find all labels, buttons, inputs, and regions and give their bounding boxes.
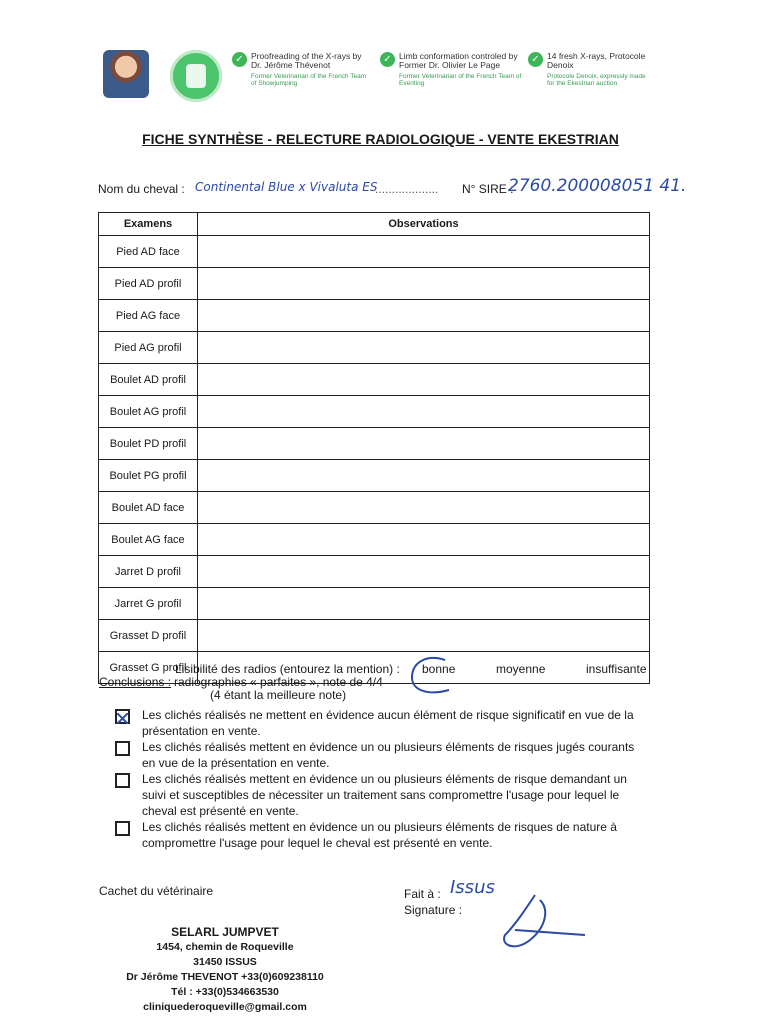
option-bonne: bonne: [422, 662, 456, 676]
check-x-icon: [117, 713, 128, 724]
exam-name: Boulet PG profil: [99, 460, 198, 492]
conclusion-text: présentation en vente.: [142, 724, 261, 738]
badge-subtext: Protocole Denoix, expressly made for the Ekestrian auction: [547, 73, 646, 87]
table-row: [99, 396, 650, 428]
exam-name: Boulet AG profil: [99, 396, 198, 428]
badge-text: Limb conformation controled by Former Dr. Olivier Le Page: [399, 51, 518, 70]
lisibilite-note: radiographies « parfaites », note de 4/4: [174, 675, 383, 689]
exam-name: Grasset D profil: [99, 620, 198, 652]
vet-stamp: [100, 925, 350, 1015]
table-row: [99, 300, 650, 332]
table-row: [99, 460, 650, 492]
exam-name: Boulet AD profil: [99, 364, 198, 396]
observation-cell: [198, 556, 650, 588]
badge-proofreading: [232, 52, 372, 87]
badge-xrays: [528, 52, 653, 87]
observation-cell: [198, 620, 650, 652]
table-row: [99, 524, 650, 556]
table-row: [99, 332, 650, 364]
sire-label: N° SIRE :: [462, 182, 514, 196]
table-row: [99, 268, 650, 300]
check-icon: ✓: [380, 52, 395, 67]
badge-text: 14 fresh X-rays, Protocole Denoix: [547, 51, 646, 70]
observation-cell: [198, 364, 650, 396]
observation-cell: [198, 588, 650, 620]
cachet-label: Cachet du vétérinaire: [99, 884, 214, 898]
certification-seal: [170, 50, 222, 102]
exam-name: Pied AD face: [99, 236, 198, 268]
col-header-examens: Examens: [99, 213, 198, 236]
lisibilite-note-detail: (4 étant la meilleure note): [210, 688, 347, 702]
observation-cell: [198, 300, 650, 332]
observation-cell: [198, 492, 650, 524]
exam-name: Grasset G profil: [99, 652, 198, 684]
table-row: [99, 620, 650, 652]
conclusion-text: suivi et susceptibles de nécessiter un traitement sans compromettre l'usage pour lequel le: [142, 788, 620, 802]
exam-name: Boulet AG face: [99, 524, 198, 556]
stamp-address: 1454, chemin de Roqueville: [156, 941, 294, 953]
stamp-doctor: Dr Jérôme THEVENOT +33(0)609238110: [126, 971, 324, 983]
fait-label: Fait à :: [404, 887, 441, 901]
observation-cell: [198, 236, 650, 268]
table-row: [99, 556, 650, 588]
conclusions-label: Conclusions :: [99, 675, 172, 689]
conclusion-text: Les clichés réalisés mettent en évidence un ou plusieurs éléments de risques jugés courants: [142, 740, 635, 754]
conclusion-checkbox[interactable]: [115, 741, 130, 756]
conclusion-text: cheval est présenté en vente.: [142, 804, 299, 818]
conclusion-text: Les clichés réalisés mettent en évidence un ou plusieurs éléments de risque demandant un: [142, 772, 627, 786]
horse-name-label: Nom du cheval :: [98, 182, 185, 196]
page-title: FICHE SYNTHÈSE - RELECTURE RADIOLOGIQUE - VENTE EKESTRIAN: [142, 131, 619, 147]
option-moyenne: moyenne: [496, 662, 546, 676]
conclusion-checkbox[interactable]: [115, 773, 130, 788]
conclusion-text: Les clichés réalisés mettent en évidence un ou plusieurs éléments de risques de nature à: [142, 820, 617, 834]
table-row: [99, 428, 650, 460]
exam-name: Pied AD profil: [99, 268, 198, 300]
conclusion-text: Les clichés réalisés ne mettent en évidence aucun élément de risque significatif en vue de la: [142, 708, 634, 722]
conclusion-checkbox[interactable]: [115, 821, 130, 836]
check-icon: ✓: [232, 52, 247, 67]
observation-cell: [198, 460, 650, 492]
option-insuffisante: insuffisante: [586, 662, 647, 676]
badge-subtext: Former Veterinarian of the French Team of Showjumping: [251, 73, 367, 87]
signature-mark: [495, 890, 595, 960]
badge-limb: [380, 52, 525, 87]
exam-name: Pied AG face: [99, 300, 198, 332]
exam-name: Pied AG profil: [99, 332, 198, 364]
stamp-phone: Tél : +33(0)534663530: [171, 986, 279, 998]
conclusion-text: en vue de la présentation en vente.: [142, 756, 330, 770]
stamp-name: SELARL JUMPVET: [171, 925, 279, 939]
horse-name-value: Continental Blue x Vivaluta ES: [195, 180, 378, 194]
exam-table: [98, 212, 650, 684]
observation-cell: [198, 428, 650, 460]
conclusion-text: compromettre l'usage pour lequel le cheval est présenté en vente.: [142, 836, 493, 850]
observation-cell: [198, 524, 650, 556]
exam-name: Boulet AD face: [99, 492, 198, 524]
badge-text: Proofreading of the X-rays by Dr. Jérôme Thévenot: [251, 51, 362, 70]
horse-name-dots: ...................: [375, 182, 439, 196]
observation-cell: [198, 332, 650, 364]
fait-value: Issus: [450, 877, 495, 898]
table-row: [99, 492, 650, 524]
check-icon: ✓: [528, 52, 543, 67]
conclusion-checkbox[interactable]: [115, 709, 130, 724]
table-row: [99, 364, 650, 396]
stamp-city: 31450 ISSUS: [193, 956, 257, 968]
observation-cell: [198, 268, 650, 300]
sire-value: 2760.200008051 41.: [508, 176, 687, 196]
col-header-observations: Observations: [198, 213, 650, 236]
table-row: [99, 588, 650, 620]
table-row: [99, 236, 650, 268]
badge-subtext: Former Veterinarian of the French Team of Eventing: [399, 73, 522, 87]
vet-photo: [103, 50, 149, 98]
stamp-email: cliniquederoqueville@gmail.com: [143, 1001, 307, 1013]
lisibilite-label: Lisibilité des radios (entourez la mention) :: [175, 662, 400, 676]
signature-label: Signature :: [404, 903, 463, 917]
exam-name: Jarret D profil: [99, 556, 198, 588]
observation-cell: [198, 396, 650, 428]
exam-name: Boulet PD profil: [99, 428, 198, 460]
exam-name: Jarret G profil: [99, 588, 198, 620]
